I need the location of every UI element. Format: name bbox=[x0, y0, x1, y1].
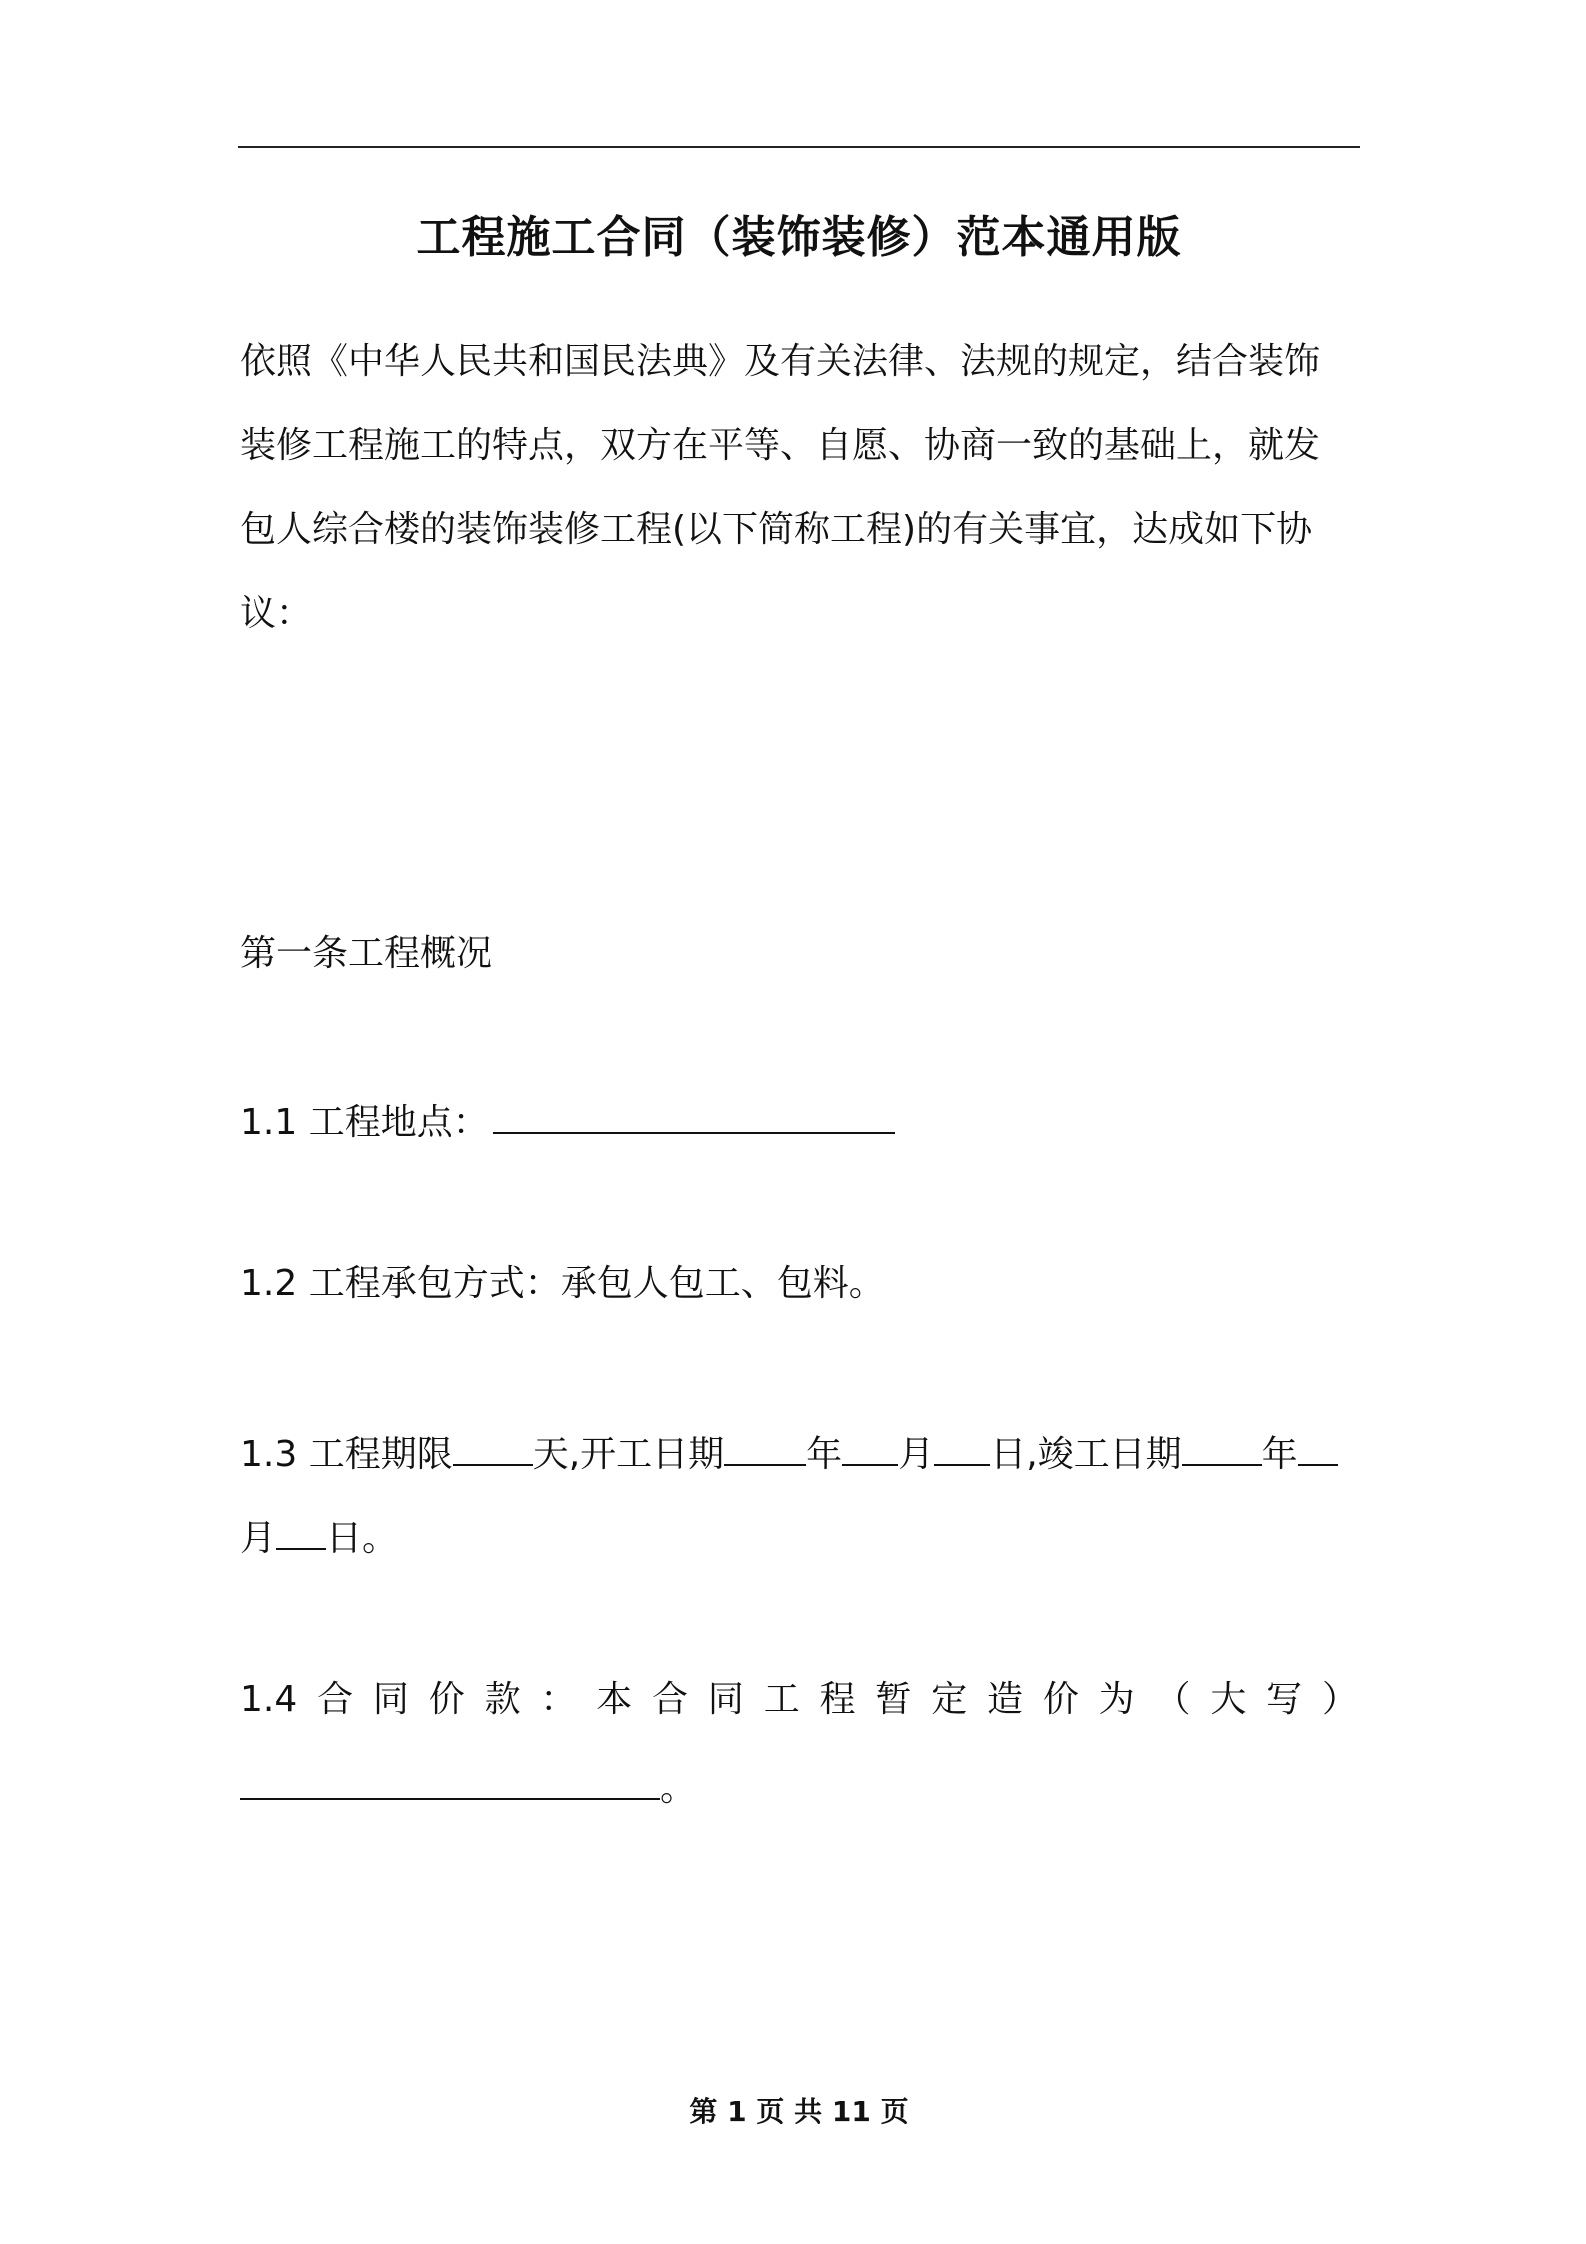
intro-line-3: 包人综合楼的装饰装修工程(以下简称工程)的有关事宜，达成如下协 bbox=[240, 509, 1313, 550]
start-year-blank bbox=[724, 1424, 806, 1466]
item-1-3-duration-cont bbox=[240, 1508, 398, 1565]
price-char: 1.4 bbox=[240, 1679, 298, 1720]
page-number: 第 1 页 共 11 页 bbox=[689, 2095, 909, 2128]
price-char: 暂 bbox=[875, 1679, 912, 1720]
start-month-unit: 月 bbox=[898, 1434, 935, 1475]
item-1-3-duration bbox=[240, 1424, 1338, 1481]
item-1-3-prefix: 1.3 工程期限 bbox=[240, 1434, 453, 1475]
start-date-label: ,开工日期 bbox=[568, 1434, 725, 1475]
price-char: ： bbox=[540, 1679, 577, 1720]
price-char: 同 bbox=[372, 1679, 409, 1720]
end-year-unit: 年 bbox=[1261, 1434, 1298, 1475]
price-char: 造 bbox=[987, 1679, 1024, 1720]
location-blank bbox=[493, 1092, 895, 1134]
price-char: ） bbox=[1321, 1679, 1358, 1720]
price-char: 定 bbox=[931, 1679, 968, 1720]
price-char: （ bbox=[1154, 1679, 1191, 1720]
end-month-blank bbox=[1298, 1424, 1338, 1466]
article-1-heading: 第一条工程概况 bbox=[240, 933, 493, 974]
price-end: 。 bbox=[660, 1768, 697, 1809]
end-day-blank bbox=[276, 1508, 326, 1550]
intro-line-4: 议： bbox=[240, 593, 313, 634]
document-title: 工程施工合同（装饰装修）范本通用版 bbox=[416, 212, 1182, 263]
item-1-1-label: 1.1 工程地点： bbox=[240, 1102, 489, 1143]
intro-line-1: 依照《中华人民共和国民法典》及有关法律、法规的规定，结合装饰 bbox=[240, 341, 1321, 382]
header-rule bbox=[238, 146, 1360, 148]
price-char: 合 bbox=[317, 1679, 354, 1720]
item-1-2-contract-mode: 1.2 工程承包方式：承包人包工、包料。 bbox=[240, 1263, 885, 1304]
intro-line-2: 装修工程施工的特点，双方在平等、自愿、协商一致的基础上，就发 bbox=[240, 425, 1321, 466]
end-year-blank bbox=[1182, 1424, 1262, 1466]
start-day-blank bbox=[934, 1424, 990, 1466]
price-char: 价 bbox=[428, 1679, 465, 1720]
price-char: 为 bbox=[1098, 1679, 1135, 1720]
price-char: 本 bbox=[596, 1679, 633, 1720]
price-blank bbox=[240, 1758, 660, 1800]
price-char: 同 bbox=[707, 1679, 744, 1720]
end-day-unit: 日。 bbox=[326, 1518, 399, 1559]
price-char: 款 bbox=[484, 1679, 521, 1720]
start-day-unit: 日 bbox=[990, 1434, 1027, 1475]
item-1-4-price-cont bbox=[240, 1758, 696, 1815]
item-1-4-price bbox=[240, 1674, 1358, 1726]
price-char: 合 bbox=[652, 1679, 689, 1720]
price-char: 价 bbox=[1042, 1679, 1079, 1720]
days-unit: 天 bbox=[532, 1434, 569, 1475]
price-char: 大 bbox=[1210, 1679, 1247, 1720]
item-1-1-location bbox=[240, 1092, 895, 1149]
price-char: 写 bbox=[1266, 1679, 1303, 1720]
end-date-label: ,竣工日期 bbox=[1026, 1434, 1182, 1475]
days-blank bbox=[453, 1424, 533, 1466]
start-year-unit: 年 bbox=[806, 1434, 843, 1475]
price-char: 工 bbox=[763, 1679, 800, 1720]
end-month-unit: 月 bbox=[240, 1518, 277, 1559]
price-char: 程 bbox=[819, 1679, 856, 1720]
start-month-blank bbox=[842, 1424, 898, 1466]
